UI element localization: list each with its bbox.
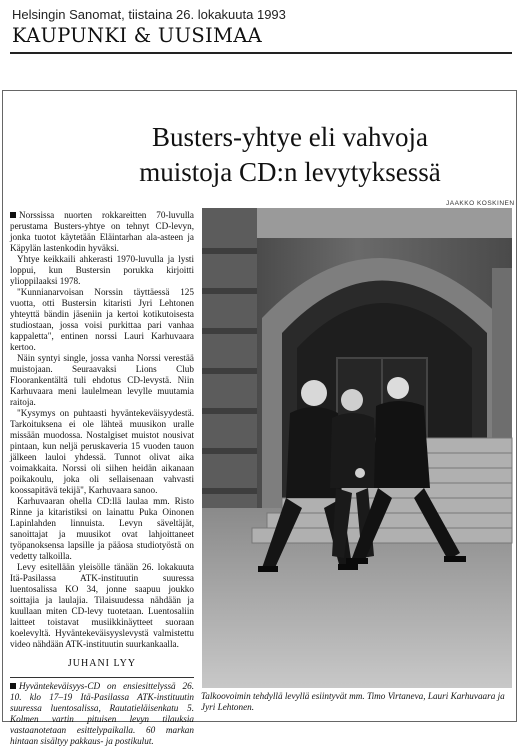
band-photo-illustration — [202, 208, 512, 688]
article-paragraph: Näin syntyi single, jossa vanha Norssi verestää muistojaan. Seuraavaksi Lions Club Floorankentältä tuli ehdotus CD-levystä. Niin Karhuvaara meni laulelmean levylle muutamia raitoja. — [10, 353, 194, 407]
info-square-icon — [10, 683, 16, 689]
lead-square-icon — [10, 212, 16, 218]
photo-caption: Talkoovoimin tehdyllä levyllä esiintyvät mm. Timo Virtaneva, Lauri Karhuvaara ja Jyri Lehtonen. — [201, 691, 505, 712]
article-body — [10, 210, 194, 747]
photo-credit: JAAKKO KOSKINEN — [446, 200, 515, 207]
article-paragraph: Karhuvaaran ohella CD:llä laulaa mm. Risto Rinne ja kitaristiksi on lainattu Puka Oinonen Lapinlahden linnuista. Levyn säveltäjät, sanoittajat ja muusikot ovat lahjoittaneet työpanoksensa lapsille ja pääosa studiotyöstä on vedetty talkoilla. — [10, 496, 194, 561]
article-paragraph: Levy esitellään yleisölle tänään 26. lokakuuta Itä-Pasilassa ATK-instituutin suuressa luentosalissa KO 34, jonne saapuu joukko soittajia ja laulajia. Tilaisuudessa nähdään ja kuullaan miten CD-levy tuotetaan. Luentosaliin laitteet toistavat musiikkinäytteet suoraan koelevyltä. Hyväntekeväisyyslevystä valmistettu video nähdään ATK-instituutin suurkankaalla. — [10, 562, 194, 649]
article-paragraph: Norssissa nuorten rokkareitten 70-luvulla perustama Busters-yhtye on tehnyt CD-levyn, jonka tuotot käytetään Eläintarhan ala-asteen ja Käpylän lastenkodin hyväksi. — [10, 210, 194, 253]
article-paragraph: "Kunnianarvoisan Norssin täyttäessä 125 vuotta, otti Bustersin kitaristi Jyri Lehtonen yhteyttä bändin jäseniin ja kertoi kotikutoisesta studiostaan, jossa voisi purkittaa pari vanhaa kappaletta", entinen norssi Lauri Karhuvaara kertoo. — [10, 287, 194, 352]
info-box: Hyväntekeväisyys-CD on ensiesittelyssä 26. 10. klo 17–19 Itä-Pasilassa ATK-instituutin suuressa luentosalissa, Rautatieläisenkatu 5. Kolmen vartin pituisen levyn tilauksia vastaanotetaan esittelypaikalla. 60 markan hintaan sisältyy pakkaus- ja postikulut. — [10, 677, 194, 747]
band-photo — [202, 208, 512, 688]
article-headline — [100, 120, 480, 190]
section-rule — [10, 52, 512, 54]
newspaper-masthead: Helsingin Sanomat, tiistaina 26. lokakuuta 1993 — [12, 7, 286, 22]
article-paragraph: "Kysymys on puhtaasti hyväntekeväisyydestä. Tarkoituksena ei ole lähteä muusikon uralle missään muodossa. Nostalgiset muistot nousivat pintaan, kun neljä peruskaveria 15 vuoden tauon jälkeen lauloi yhdessä. Tunnot olivat aika voimakkaita. Norssi oli siihen heidän aikanaan poikakoulu, joka oli sellaisenaan vahvasti koossapitävä tekijä", Karhuvaara sanoo. — [10, 408, 194, 495]
article-paragraph: Yhtye keikkaili ahkerasti 1970-luvulla ja lysti loppui, kun Bustersin porukka kirjoitti ylioppilaaksi 1978. — [10, 254, 194, 286]
headline-line-2: muistoja CD:n levytyksessä — [139, 157, 441, 187]
headline-line-1: Busters-yhtye eli vahvoja — [152, 122, 428, 152]
article-byline: JUHANI LYY — [67, 658, 137, 669]
section-title: KAUPUNKI & UUSIMAA — [12, 24, 263, 47]
